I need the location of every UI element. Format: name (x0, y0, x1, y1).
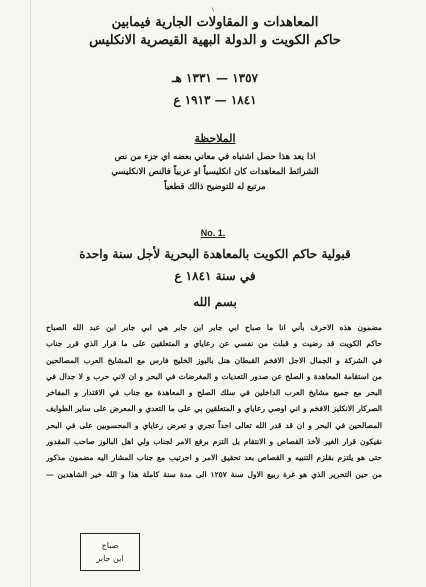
body-line: من استقامة المعاهدة و الصلح عن صدور التعديات و المغرضات في البحر و ان لاني حرب و لا جدال في (46, 371, 382, 381)
treaty-number: No. 1. (200, 228, 226, 238)
body-line: حاكم الكويت قد رضيت و قبلت من نفسي عن رعاياي و المتعلقين على ما قرار الذي قرر جناب (46, 339, 382, 349)
treaty-title-line-1: قبولية حاكم الكويت بالمعاهدة البحرية لأجل سنة واحدة (79, 247, 351, 261)
body-line: في الشركة و الجمال الاجل الافخم القبطان هنل بالبوز الخليج فارس مع المشايخ العرب المصالحين (46, 355, 382, 365)
heading-year-gregorian: ١٨٤١ — ١٩١٣ ع (173, 93, 257, 107)
body-line: الصركار الانكليز الافخم و اني اوصي رعاياي و المتعلقين بي على ما التعدي و المعرض على ساير الطوايف (46, 404, 382, 414)
seal-line-1: صباح (101, 541, 119, 550)
treaty-title-line-2: في سنة ١٨٤١ ع (174, 269, 256, 283)
seal-line-2: ابن جابر (96, 554, 124, 563)
body-line: مضمون هذه الاحرف بأني انا ما صباح ابي جابر ابن جابر هي ابي جابر ابن عبد الله الصباح (46, 323, 382, 332)
note-body (70, 150, 360, 195)
body-line: المصالحين في البحر و ان قد قدر الله تعالى احداً تجري و تعرض رعاياي و المحسوبين على في البحر (46, 420, 382, 430)
note-title: الملاحظة (194, 132, 236, 145)
note-line: الشرائط المعاهدات كان انكليسياً او عربياً فالنص الانكليسي (111, 167, 319, 177)
heading-year-hijri: ١٣٥٧ — ١٣٣١ هـ (172, 71, 258, 85)
body-line: من حين التحرير الذي هو غرة ربيع الاول سنة ١٢٥٧ الى مدة سنة كاملة هذا و الله خير الشاهدين — (46, 469, 382, 479)
basmala: بسم الله (193, 295, 237, 309)
page-number: ١ (211, 6, 215, 14)
note-line: اذا يعد هذا حصل اشتباه في معاني بعضه اي جزء من نص (114, 152, 316, 162)
body-line: نقيكون قرار الغير لأخذ القصاص و الانتقام بل التزم برفع الامر لجناب ولي اهل البالوز صاحب المقدور (46, 437, 382, 447)
page-fold-line (30, 0, 31, 587)
treaty-body (46, 320, 382, 483)
seal-stamp (80, 533, 140, 571)
body-line: حتى هو يلتزم بقلزم التنبيه و القصاص بعد تحقيق الامر و اجرتيب مع جناب المشار اليه مضمون مذكور (46, 453, 382, 463)
note-line: مرتبع له للتوضيح ذالك قطعياً (164, 182, 266, 192)
main-heading-line-1: المعاهدات و المقاولات الجارية فيمابين (111, 15, 319, 30)
body-line: البحر مع جميع مشايخ العرب الداخلين في سلك الصلح و المعاهدة مع جناب في الاقتدار و المفاخر (46, 388, 382, 398)
main-heading-line-2: حاكم الكويت و الدولة البهية القيصرية الانكليس (89, 33, 341, 48)
